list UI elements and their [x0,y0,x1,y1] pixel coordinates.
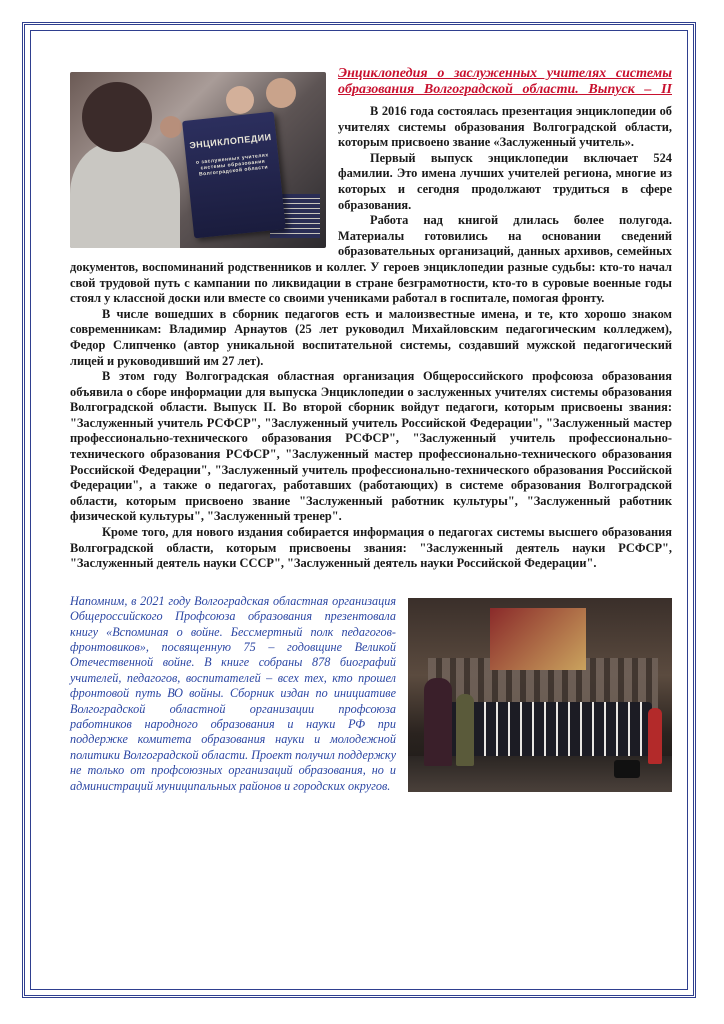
concert-photo [408,598,672,792]
reminder-block [70,594,672,794]
book-title: ЭНЦИКЛОПЕДИИ [188,131,273,151]
book-subtitle: о заслуженных учителях системы образования Волгоградской области [195,151,269,178]
paragraph-3: Работа над книгой длилась более полугода. Материалы готовились на основании сведений образовательных организаций, данных архивов, семейных документов, воспоминаний родственников и коллег. У героев энциклопедии разные судьбы: кто-то начал свой трудовой путь с кампании по ликвидации в стране безграмотности, кто-то в суровые военные годы стоял у классной доски или вместе со своими учениками работал в госпитале, помогая фронту. [70,213,672,306]
reminder-text: Напомним, в 2021 году Волгоградская областная организация Общероссийского Профсоюза образования презентовала книгу «Вспоминая о войне. Бессмертный полк педагогов-фронтовиков», посвященную 75 – годовщине Великой Отечественной войне. В книге собраны 878 биографий учителей, педагогов, воспитателей – всех тех, кто прошел фронтовой путь ВО войны. Сборник издан по инициативе Волгоградской областной организации профсоюза работников народного образования и науки РФ при поддержке комитета образования науки и молодежной политики Волгоградской области. Проект получил поддержку не только от профсоюзных организаций образования, но и администраций муниципальных районов и городских округов. [70,593,396,793]
stage-screen [490,608,586,670]
paragraph-5: В этом году Волгоградская областная организация Общероссийского профсоюза образования объявила о сборе информации для выпуска Энциклопедии о заслуженных учителях системы образования Волгоградской области. Выпуск II. Во второй сборник войдут педагоги, которым присвоены звания: "Заслуженный учитель РСФСР", "Заслуженный учитель Российской Федерации", "Заслуженный мастер профессионально-технического образования РСФСР", "Заслуженный учитель профессионально-технического образования РСФСР", "Заслуженный мастер профессионально-технического образования Российской Федерации", "Заслуженный учитель профессионально-технического образования Российской Федерации", а также о педагогах, работавших (работающих) в системе образования Волгоградской области, которым присвоено звание "Заслуженный работник культуры", "Заслуженный работник физической культуры", "Заслуженный тренер". [70,369,672,524]
encyclopedia-book [182,112,286,239]
paragraph-2: Первый выпуск энциклопедии включает 524 фамилии. Это имена лучших учителей региона, многие из которых и сегодня продолжают трудиться в сфере образования. [338,150,672,212]
paragraph-6: Кроме того, для нового издания собирается информация о педагогах системы высшего образования Волгоградской области, которым присвоены звания: "Заслуженный деятель науки РСФСР", "Заслуженный деятель науки СССР", "Заслуженный деятель науки Российской Федерации". [70,525,672,571]
article [70,60,672,796]
encyclopedia-presentation-photo [70,72,326,248]
article-title: Энциклопедия о заслуженных учителях системы образования Волгоградской области. Выпуск – II [338,66,672,97]
paragraph-4: В числе вошедших в сборник педагогов есть и малоизвестные имена, и те, кто хорошо знаком современникам: Владимир Арнаутов (25 лет руководил Михайловским педагогическим колледжем), Федор Слипченко (автор уникальной воспитательной системы, создавший мужской педагогический лицей и руководивший им 27 лет). [70,306,672,368]
paragraph-1: В 2016 года состоялась презентация энциклопедии об учителях системы образования Волгоградской области, которым присвоено звание «Заслуженный учитель». [338,104,672,150]
